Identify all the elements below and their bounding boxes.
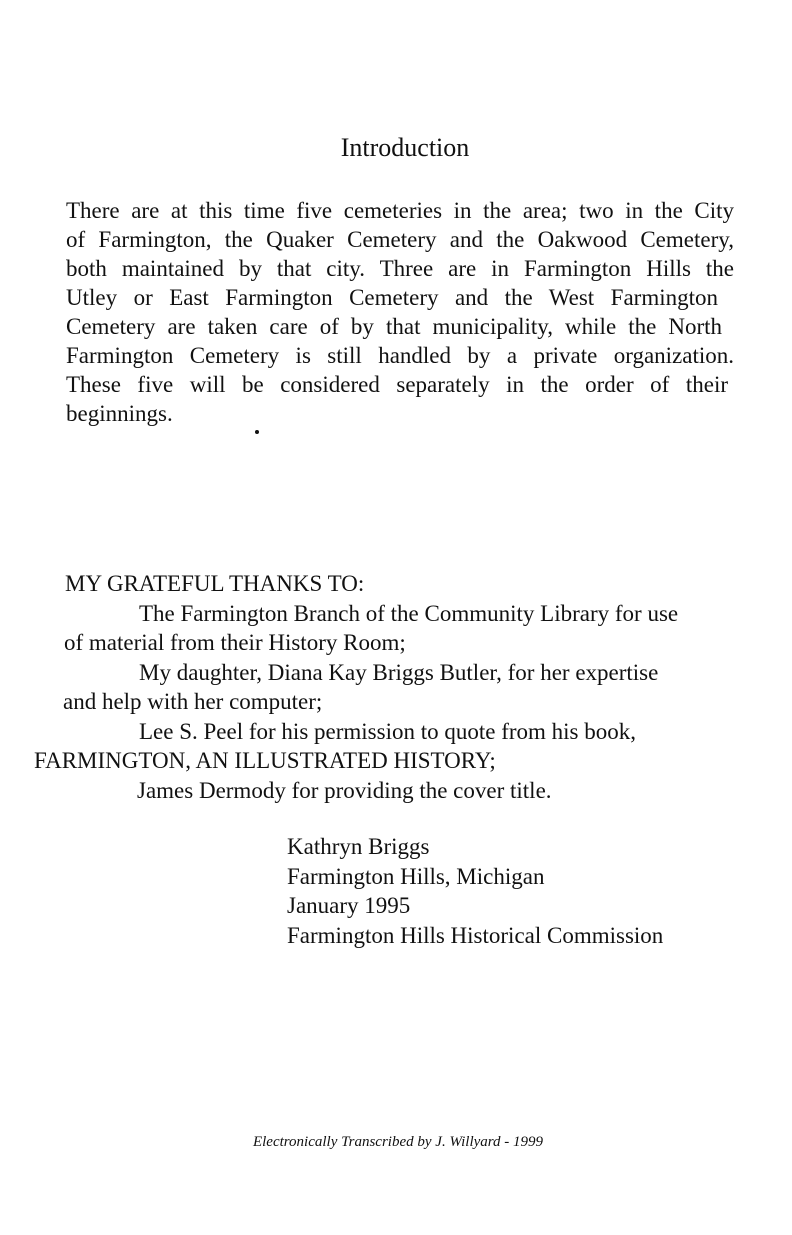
thanks-line: My daughter, Diana Kay Briggs Butler, for her expertise [139,659,659,685]
intro-paragraph [66,196,734,428]
thanks-line: James Dermody for providing the cover title. [137,777,552,803]
thanks-line: of material from their History Room; [64,630,406,655]
intro-line: There are at this time five cemeteries in the area; two in the City [66,198,734,223]
stray-mark [255,430,259,434]
thanks-line: Lee S. Peel for his permission to quote from his book, [139,718,636,744]
intro-line: beginnings. [66,401,173,426]
signature-block [287,832,663,950]
signature-organization: Farmington Hills Historical Commission [287,922,664,948]
acknowledgements [0,569,792,805]
thanks-heading: MY GRATEFUL THANKS TO: [65,571,365,596]
thanks-line: The Farmington Branch of the Community Library for use [139,600,679,626]
signature-name: Kathryn Briggs [287,834,430,859]
page-title: Introduction [340,133,470,162]
thanks-line: FARMINGTON, AN ILLUSTRATED HISTORY; [34,748,496,773]
intro-line: Farmington Cemetery is still handled by a private organization. [66,343,734,368]
transcription-footer: Electronically Transcribed by J. Willyard - 1999 [252,1134,544,1150]
intro-line: These five will be considered separately in the order of their [66,372,728,397]
intro-line: Utley or East Farmington Cemetery and the West Farmington [66,285,718,310]
signature-date: January 1995 [287,893,411,918]
thanks-line: and help with her computer; [63,689,323,714]
intro-line: Cemetery are taken care of by that municipality, while the North [66,314,722,339]
signature-place: Farmington Hills, Michigan [287,863,545,889]
intro-line: both maintained by that city. Three are in Farmington Hills the [66,256,734,281]
intro-line: of Farmington, the Quaker Cemetery and the Oakwood Cemetery, [66,227,734,252]
